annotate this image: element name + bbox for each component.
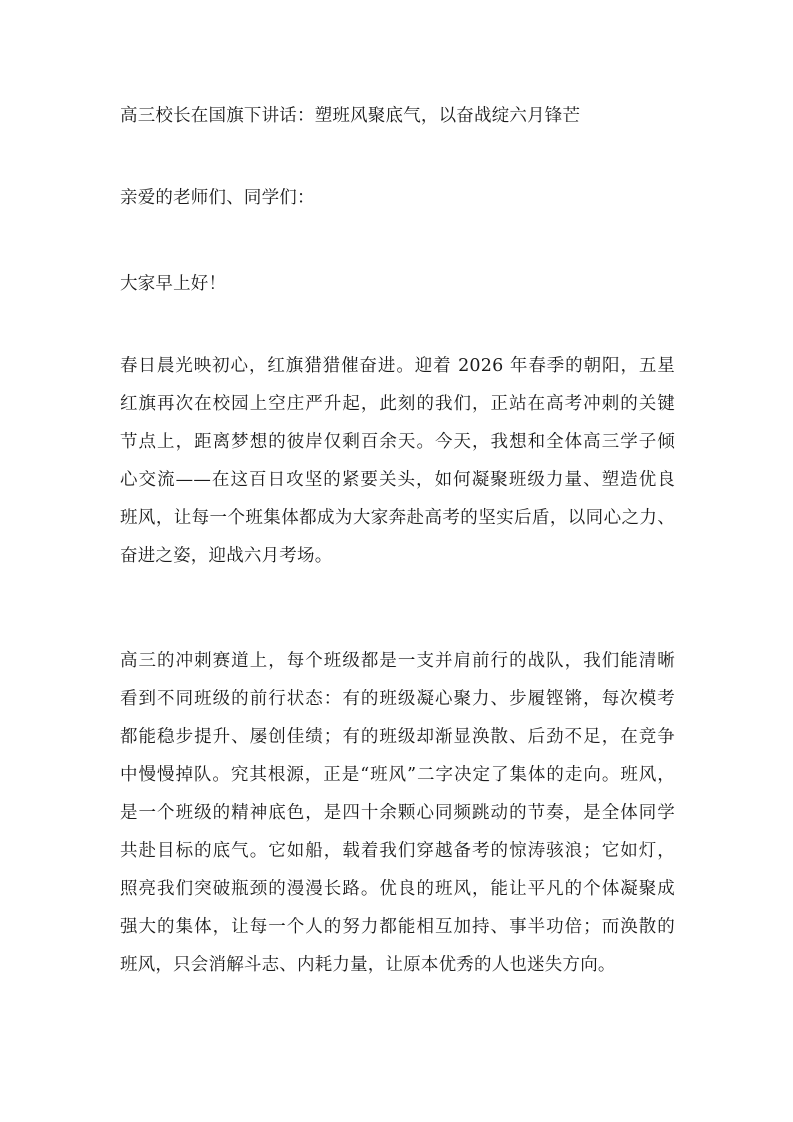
speech-title <box>120 97 675 135</box>
salutation-text: 亲爱的老师们、同学们： <box>120 188 315 208</box>
greeting <box>120 265 675 303</box>
paragraph-line: 红旗再次在校园上空庄严升起，此刻的我们，正站在高考冲刺的关键 <box>120 394 675 414</box>
paragraph-line: 班风，只会消解斗志、内耗力量，让原本优秀的人也迷失方向。 <box>120 955 616 975</box>
speech-title-text: 高三校长在国旗下讲话：塑班风聚底气，以奋战绽六月锋芒 <box>120 106 581 126</box>
paragraph-line: 奋进之姿，迎战六月考场。 <box>120 546 333 566</box>
paragraph-1 <box>120 347 675 575</box>
paragraph-line: 看到不同班级的前行状态：有的班级凝心聚力、步履铿锵，每次模考 <box>120 689 675 709</box>
salutation <box>120 179 675 217</box>
paragraph-line: 共赴目标的底气。它如船，载着我们穿越备考的惊涛骇浪；它如灯， <box>120 841 675 861</box>
paragraph-line: 都能稳步提升、屡创佳绩；有的班级却渐显涣散、后劲不足，在竞争 <box>120 727 675 747</box>
paragraph-line: 高三的冲刺赛道上，每个班级都是一支并肩前行的战队，我们能清晰 <box>120 651 675 671</box>
paragraph-line: 班风，让每一个班集体都成为大家奔赴高考的坚实后盾，以同心之力、 <box>120 508 675 528</box>
paragraph-line: 强大的集体，让每一个人的努力都能相互加持、事半功倍；而涣散的 <box>120 917 675 937</box>
paragraph-line: 心交流——在这百日攻坚的紧要关头，如何凝聚班级力量、塑造优良 <box>120 470 675 490</box>
paragraph-line: 节点上，距离梦想的彼岸仅剩百余天。今天，我想和全体高三学子倾 <box>120 432 675 452</box>
paragraph-line: 春日晨光映初心，红旗猎猎催奋进。迎着 2026 年春季的朝阳，五星 <box>120 356 675 376</box>
paragraph-2 <box>120 642 675 984</box>
greeting-text: 大家早上好！ <box>120 274 227 294</box>
paragraph-line: 是一个班级的精神底色，是四十余颗心同频跳动的节奏，是全体同学 <box>120 803 675 823</box>
paragraph-line: 照亮我们突破瓶颈的漫漫长路。优良的班风，能让平凡的个体凝聚成 <box>120 879 675 899</box>
paragraph-line: 中慢慢掉队。究其根源，正是“班风”二字决定了集体的走向。班风， <box>120 765 675 785</box>
